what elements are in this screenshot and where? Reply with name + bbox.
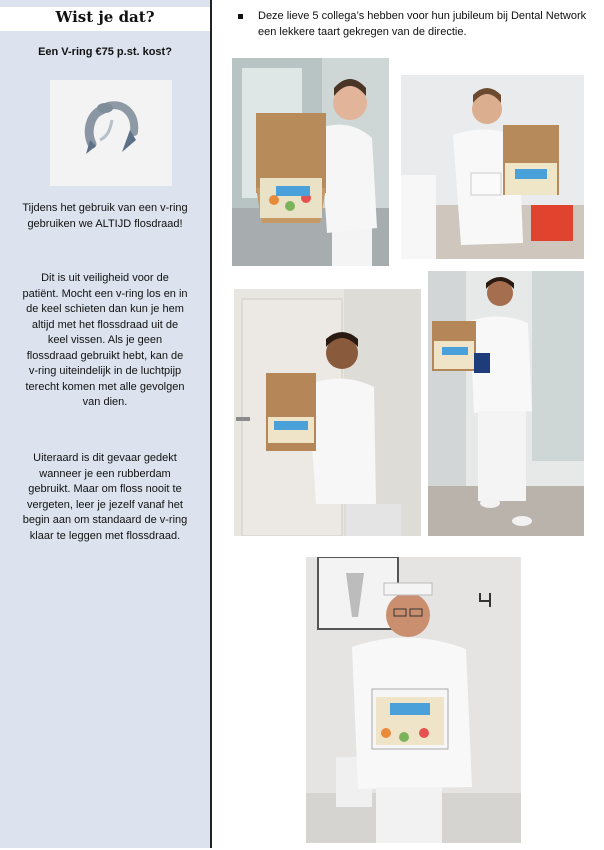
photo-colleague-1 [232,58,389,266]
sidebar-panel [0,0,212,848]
bullet-icon [238,14,243,19]
floss-paragraph: Tijdens het gebruik van een v-ring gebruiken we ALTIJD flosdraad! [22,202,188,230]
photo-colleague-3 [234,289,421,536]
safety-paragraph: Dit is uit veiligheid voor de patiënt. Mocht een v-ring los en in de keel schieten dan kun je hem altijd met het flossdraad uit de keel vissen. Als je geen flossdraad gebruikt hebt, kan de v-ring uiteindelijk in de luchtpijp terecht komen met alle gevolgen van dien. [22,272,188,408]
anniversary-text: Deze lieve 5 collega’s hebben voor hun jubileum bij Dental Network een lekkere taart gekregen van de directie. [258,10,587,38]
photo-colleague-4 [428,271,584,536]
sidebar-title: Wist je dat? [0,7,210,31]
v-ring-image [50,80,172,186]
sidebar-subtitle: Een V-ring €75 p.st. kost? [38,46,172,58]
photo-colleague-5 [306,557,521,843]
rubberdam-paragraph: Uiteraard is dit gevaar gedekt wanneer je een rubberdam gebruikt. Maar om floss nooit te vergeten, leer je jezelf vanaf het begin aan om standaard de v-ring klaar te leggen met flossdraad. [22,452,188,542]
photo-colleague-2 [401,75,584,259]
